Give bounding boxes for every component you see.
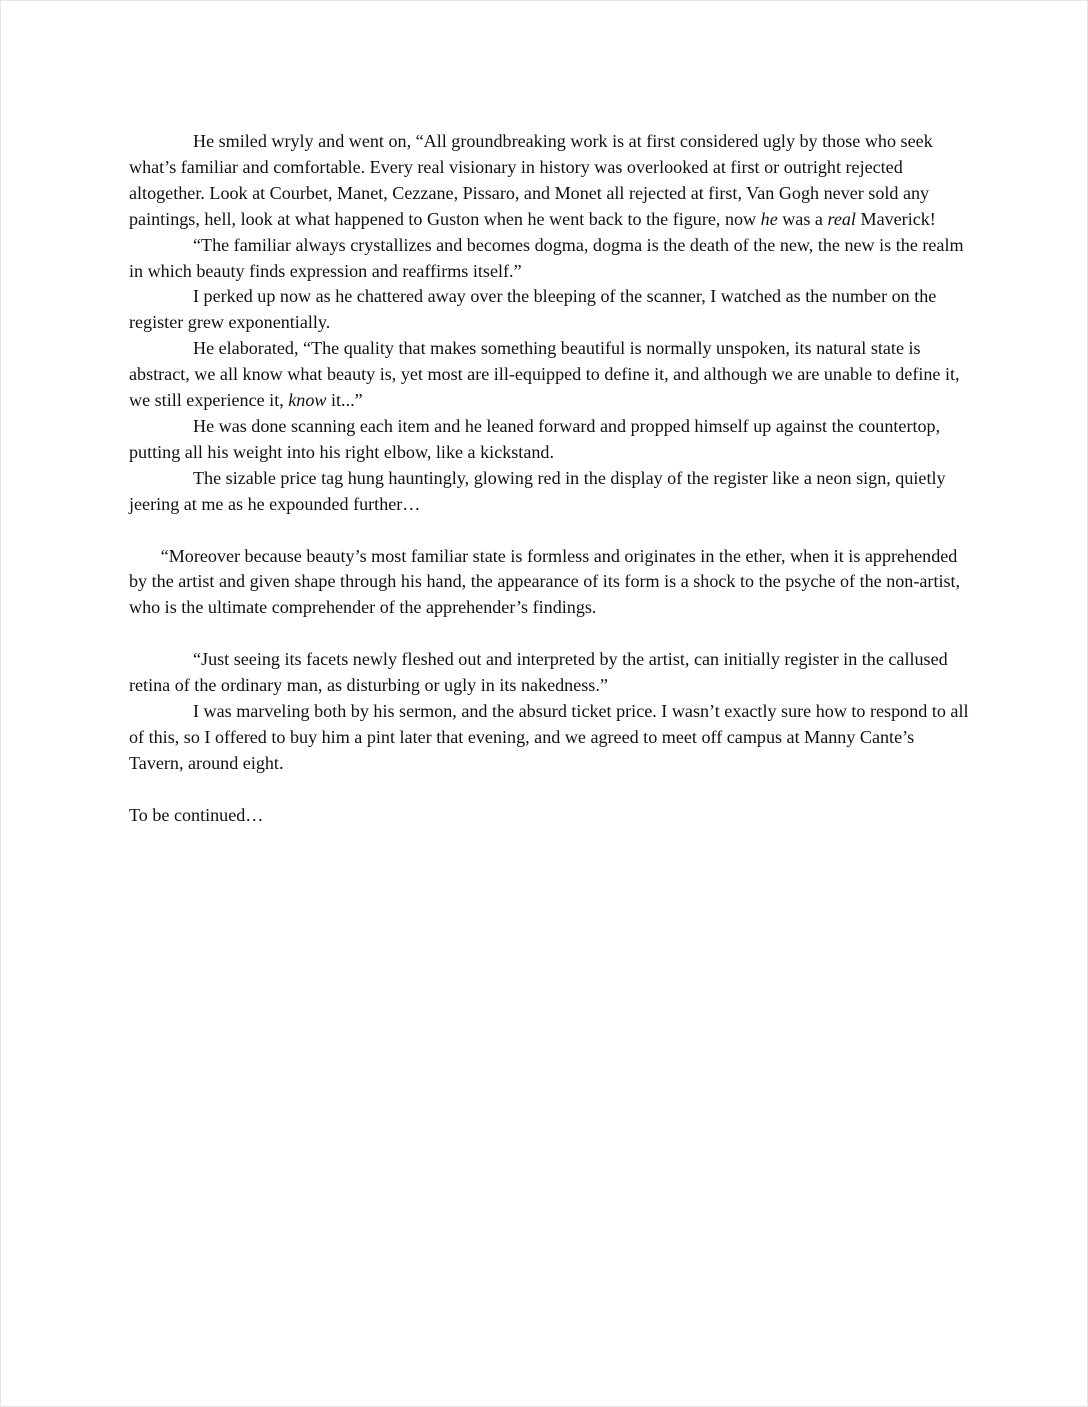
paragraph [129,699,969,777]
paragraph [129,129,969,233]
text-run: The sizable price tag hung hauntingly, glowing red in the display of the register like a neon sign, quietly jeering at me as he expounded further… [129,467,946,514]
paragraph [129,647,969,699]
text-run: He smiled wryly and went on, “All groundbreaking work is at first considered ugly by those who seek what’s familiar and comfortable. Every real visionary in history was overlooked at first or outright rejected altogether. Look at Courbet, Manet, Cezzane, Pissaro, and Monet all rejected at first, Van Gogh never sold any paintings, hell, look at what happened to Guston when he went back to the figure, now [129,131,933,229]
blank-line [129,777,969,803]
document-body [129,129,969,828]
paragraph [129,233,969,285]
text-run: I perked up now as he chattered away over the bleeping of the scanner, I watched as the number on the register grew exponentially. [129,286,937,333]
text-run: it...” [326,390,363,411]
paragraph [129,284,969,336]
text-run: Maverick! [855,208,936,229]
italic-text-run: know [288,390,327,411]
paragraph [129,466,969,518]
text-run: “Moreover because beauty’s most familiar state is formless and originates in the ether, when it is apprehended by the artist and given shape through his hand, the appearance of its form is a shock to the psyche of the non-artist, who is the ultimate comprehender of the apprehender’s findings. [129,545,965,618]
italic-text-run: he [760,208,778,229]
text-run: “Just seeing its facets newly fleshed out and interpreted by the artist, can initially register in the callused retina of the ordinary man, as disturbing or ugly in its nakedness.” [129,649,948,696]
text-run: He was done scanning each item and he leaned forward and propped himself up against the countertop, putting all his weight into his right elbow, like a kickstand. [129,415,941,462]
italic-text-run: real [827,208,856,229]
text-run: “The familiar always crystallizes and becomes dogma, dogma is the death of the new, the new is the realm in which beauty finds expression and reaffirms itself.” [129,234,964,281]
paragraph [129,414,969,466]
text-run: I was marveling both by his sermon, and the absurd ticket price. I wasn’t exactly sure how to respond to all of this, so I offered to buy him a pint later that evening, and we agreed to meet off campus at Manny Cante’s Tavern, around eight. [129,700,969,773]
paragraph [129,336,969,414]
text-run: He elaborated, “The quality that makes something beautiful is normally unspoken, its natural state is abstract, we all know what beauty is, yet most are ill-equipped to define it, and although we are unable to define it, we still experience it, [129,338,960,411]
paragraph [129,518,969,648]
closing-line: To be continued… [129,804,264,825]
text-run: was a [777,208,828,229]
